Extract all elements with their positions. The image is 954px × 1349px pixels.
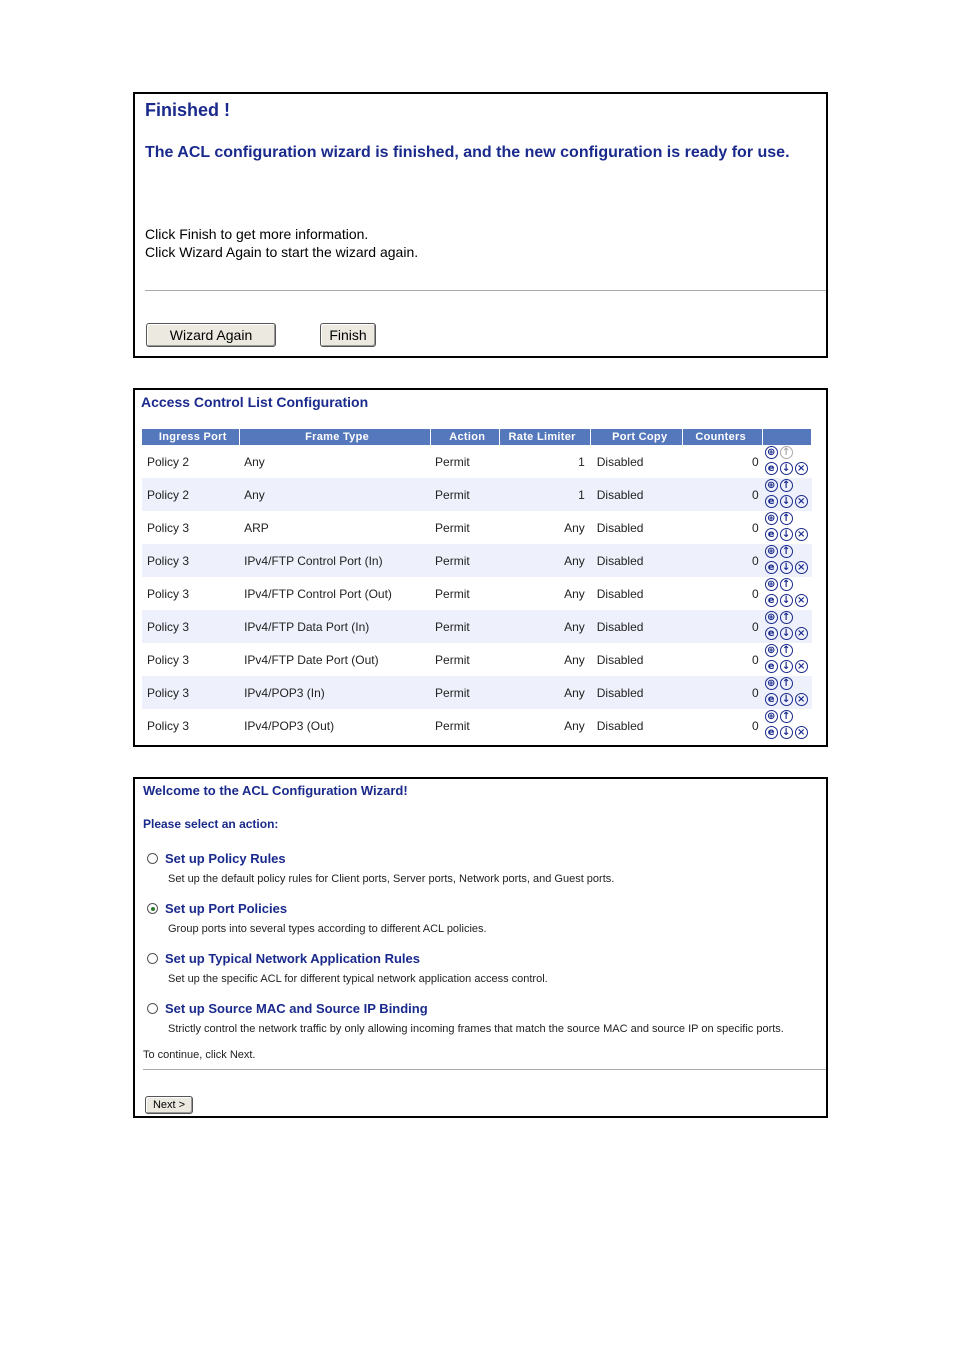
- action-cell: Permit: [430, 610, 500, 643]
- delete-icon[interactable]: ×: [795, 726, 808, 739]
- acl-config-panel: [133, 388, 828, 747]
- edit-icon[interactable]: e: [765, 561, 778, 574]
- table-row: [142, 709, 812, 742]
- row-action-icons: [763, 479, 812, 511]
- delete-icon[interactable]: ×: [795, 660, 808, 673]
- frame-type-cell: Any: [244, 454, 265, 469]
- port-copy-cell: Disabled: [596, 586, 644, 601]
- option-description: Strictly control the network traffic by only allowing incoming frames that match the source MAC and source IP on specific ports.: [168, 1023, 784, 1035]
- ingress-port-cell: Policy 3: [142, 544, 239, 577]
- action-cell: Permit: [435, 586, 470, 601]
- action-cell: Permit: [435, 652, 470, 667]
- insert-icon[interactable]: ⊕: [765, 578, 778, 591]
- rate-limiter-cell: 1: [500, 478, 591, 511]
- table-row: [142, 643, 812, 676]
- acl-table-header: [142, 429, 812, 445]
- move-up-icon[interactable]: ↑: [780, 677, 793, 690]
- counters-cell: 0: [751, 520, 759, 535]
- acl-wizard-panel: [133, 777, 828, 1118]
- option-description: Set up the default policy rules for Client ports, Server ports, Network ports, and Guest ports.: [168, 873, 615, 885]
- row-action-icons: [763, 710, 812, 742]
- row-action-icons: [763, 578, 812, 610]
- insert-icon[interactable]: ⊕: [765, 677, 778, 690]
- row-action-icons: [763, 512, 812, 544]
- frame-type-cell: IPv4/POP3 (In): [239, 676, 430, 709]
- insert-icon[interactable]: ⊕: [765, 611, 778, 624]
- frame-type-cell: IPv4/POP3 (Out): [244, 718, 335, 733]
- delete-icon[interactable]: ×: [795, 693, 808, 706]
- insert-icon[interactable]: ⊕: [765, 479, 778, 492]
- delete-icon[interactable]: ×: [795, 462, 808, 475]
- port-copy-cell: Disabled: [591, 610, 683, 643]
- move-down-icon[interactable]: ↓: [780, 693, 793, 706]
- row-actions-cell: [763, 676, 812, 709]
- move-down-icon[interactable]: ↓: [780, 561, 793, 574]
- ingress-port-cell: Policy 3: [142, 676, 239, 709]
- col-ingress-port: Ingress Port: [142, 429, 239, 445]
- col-action: Action: [430, 429, 500, 445]
- row-action-icons: [763, 545, 812, 577]
- row-action-icons: [763, 644, 812, 676]
- col-frame-type: Frame Type: [239, 429, 430, 445]
- move-up-icon: ↑: [780, 446, 793, 459]
- rate-limiter-cell: Any: [500, 676, 591, 709]
- counters-cell: 0: [683, 478, 763, 511]
- edit-icon[interactable]: e: [765, 660, 778, 673]
- counters-cell: 0: [751, 454, 759, 469]
- finished-title: Finished !: [145, 100, 230, 120]
- action-cell: Permit: [435, 718, 470, 733]
- port-copy-cell: Disabled: [591, 478, 683, 511]
- frame-type-cell: IPv4/FTP Data Port (In): [239, 610, 430, 643]
- row-actions-cell: [763, 709, 812, 742]
- edit-icon[interactable]: e: [765, 495, 778, 508]
- move-down-icon[interactable]: ↓: [780, 594, 793, 607]
- frame-type-cell: IPv4/FTP Control Port (Out): [244, 586, 392, 601]
- move-up-icon[interactable]: ↑: [780, 710, 793, 723]
- port-copy-cell: Disabled: [596, 454, 644, 469]
- delete-icon[interactable]: ×: [795, 495, 808, 508]
- ingress-port-cell: Policy 3: [147, 520, 190, 535]
- edit-icon[interactable]: e: [765, 627, 778, 640]
- insert-icon[interactable]: ⊕: [765, 545, 778, 558]
- port-copy-cell: Disabled: [596, 652, 644, 667]
- insert-icon[interactable]: ⊕: [765, 710, 778, 723]
- rate-limiter-cell: 1: [578, 454, 585, 469]
- row-action-icons: [763, 611, 812, 643]
- rate-limiter-cell: Any: [500, 610, 591, 643]
- row-actions-cell: [763, 610, 812, 643]
- move-up-icon[interactable]: ↑: [780, 512, 793, 525]
- ingress-port-cell: Policy 2: [147, 454, 190, 469]
- move-down-icon[interactable]: ↓: [780, 495, 793, 508]
- table-row: [142, 478, 812, 511]
- table-row: [142, 676, 812, 709]
- move-up-icon[interactable]: ↑: [780, 611, 793, 624]
- radio-mac-ip-binding[interactable]: [147, 1003, 158, 1014]
- counters-cell: 0: [751, 718, 759, 733]
- option-label[interactable]: Set up Typical Network Application Rules: [165, 951, 420, 966]
- edit-icon[interactable]: e: [765, 462, 778, 475]
- option-description: Group ports into several types according to different ACL policies.: [168, 923, 487, 935]
- move-up-icon[interactable]: ↑: [780, 545, 793, 558]
- move-up-icon[interactable]: ↑: [780, 479, 793, 492]
- divider: [145, 290, 826, 291]
- insert-icon[interactable]: ⊕: [765, 446, 778, 459]
- move-down-icon[interactable]: ↓: [780, 660, 793, 673]
- row-actions-cell: [763, 478, 812, 511]
- col-rate-limiter: Rate Limiter: [500, 429, 591, 445]
- col-port-copy: Port Copy: [591, 429, 683, 445]
- acl-table: [142, 429, 812, 742]
- ingress-port-cell: Policy 3: [147, 586, 190, 601]
- wizard-title: Welcome to the ACL Configuration Wizard!: [143, 783, 408, 798]
- col-actions: [763, 429, 812, 445]
- radio-policy-rules[interactable]: [147, 853, 158, 864]
- edit-icon[interactable]: e: [765, 528, 778, 541]
- edit-icon[interactable]: e: [765, 693, 778, 706]
- row-actions-cell: [763, 511, 812, 544]
- edit-icon[interactable]: e: [765, 594, 778, 607]
- finish-button[interactable]: Finish: [320, 323, 376, 347]
- option-description: Set up the specific ACL for different typical network application access control.: [168, 973, 548, 985]
- delete-icon[interactable]: ×: [795, 627, 808, 640]
- move-down-icon[interactable]: ↓: [780, 726, 793, 739]
- insert-icon[interactable]: ⊕: [765, 644, 778, 657]
- action-cell: Permit: [430, 478, 500, 511]
- edit-icon[interactable]: e: [765, 726, 778, 739]
- rate-limiter-cell: Any: [564, 652, 585, 667]
- ingress-port-cell: Policy 3: [147, 652, 190, 667]
- frame-type-cell: Any: [239, 478, 430, 511]
- option-label[interactable]: Set up Policy Rules: [165, 851, 286, 866]
- radio-port-policies[interactable]: [147, 903, 158, 914]
- port-copy-cell: Disabled: [596, 520, 644, 535]
- delete-icon[interactable]: ×: [795, 528, 808, 541]
- table-row: [142, 610, 812, 643]
- move-up-icon[interactable]: ↑: [780, 644, 793, 657]
- counters-cell: 0: [683, 544, 763, 577]
- counters-cell: 0: [683, 676, 763, 709]
- counters-cell: 0: [683, 610, 763, 643]
- port-copy-cell: Disabled: [596, 718, 644, 733]
- delete-icon[interactable]: ×: [795, 561, 808, 574]
- rate-limiter-cell: Any: [564, 586, 585, 601]
- divider: [143, 1069, 826, 1070]
- rate-limiter-cell: Any: [500, 544, 591, 577]
- row-actions-cell: [763, 577, 812, 610]
- counters-cell: 0: [751, 586, 759, 601]
- finish-info-text: Click Finish to get more information.: [145, 226, 369, 242]
- port-copy-cell: Disabled: [591, 544, 683, 577]
- row-actions-cell: [763, 643, 812, 676]
- ingress-port-cell: Policy 2: [142, 478, 239, 511]
- wizard-again-info-text: Click Wizard Again to start the wizard again.: [145, 244, 419, 260]
- move-down-icon[interactable]: ↓: [780, 627, 793, 640]
- wizard-prompt: Please select an action:: [143, 817, 279, 831]
- continue-text: To continue, click Next.: [143, 1049, 256, 1061]
- move-up-icon[interactable]: ↑: [780, 578, 793, 591]
- ingress-port-cell: Policy 3: [142, 610, 239, 643]
- radio-typical-network-rules[interactable]: [147, 953, 158, 964]
- action-cell: Permit: [435, 520, 470, 535]
- port-copy-cell: Disabled: [591, 676, 683, 709]
- action-cell: Permit: [430, 676, 500, 709]
- ingress-port-cell: Policy 3: [147, 718, 190, 733]
- option-label[interactable]: Set up Port Policies: [165, 901, 288, 916]
- table-row: [142, 445, 812, 478]
- table-row: [142, 511, 812, 544]
- counters-cell: 0: [751, 652, 759, 667]
- table-row: [142, 544, 812, 577]
- finished-subtitle: The ACL configuration wizard is finished, and the new configuration is ready for use.: [145, 144, 790, 161]
- next-button[interactable]: Next >: [145, 1096, 193, 1114]
- row-action-icons: [763, 677, 812, 709]
- insert-icon[interactable]: ⊕: [765, 512, 778, 525]
- frame-type-cell: ARP: [244, 520, 269, 535]
- rate-limiter-cell: Any: [564, 718, 585, 733]
- acl-config-title: Access Control List Configuration: [141, 394, 369, 410]
- move-down-icon[interactable]: ↓: [780, 462, 793, 475]
- wizard-again-button[interactable]: Wizard Again: [146, 323, 276, 347]
- action-cell: Permit: [430, 544, 500, 577]
- row-actions-cell: [763, 544, 812, 577]
- row-actions-cell: [763, 445, 812, 478]
- option-label[interactable]: Set up Source MAC and Source IP Binding: [165, 1001, 428, 1016]
- col-counters: Counters: [683, 429, 763, 445]
- frame-type-cell: IPv4/FTP Control Port (In): [239, 544, 430, 577]
- move-down-icon[interactable]: ↓: [780, 528, 793, 541]
- rate-limiter-cell: Any: [564, 520, 585, 535]
- delete-icon[interactable]: ×: [795, 594, 808, 607]
- frame-type-cell: IPv4/FTP Date Port (Out): [244, 652, 379, 667]
- action-cell: Permit: [435, 454, 470, 469]
- wizard-finished-panel: [133, 92, 828, 358]
- table-row: [142, 577, 812, 610]
- row-action-icons: [763, 446, 812, 478]
